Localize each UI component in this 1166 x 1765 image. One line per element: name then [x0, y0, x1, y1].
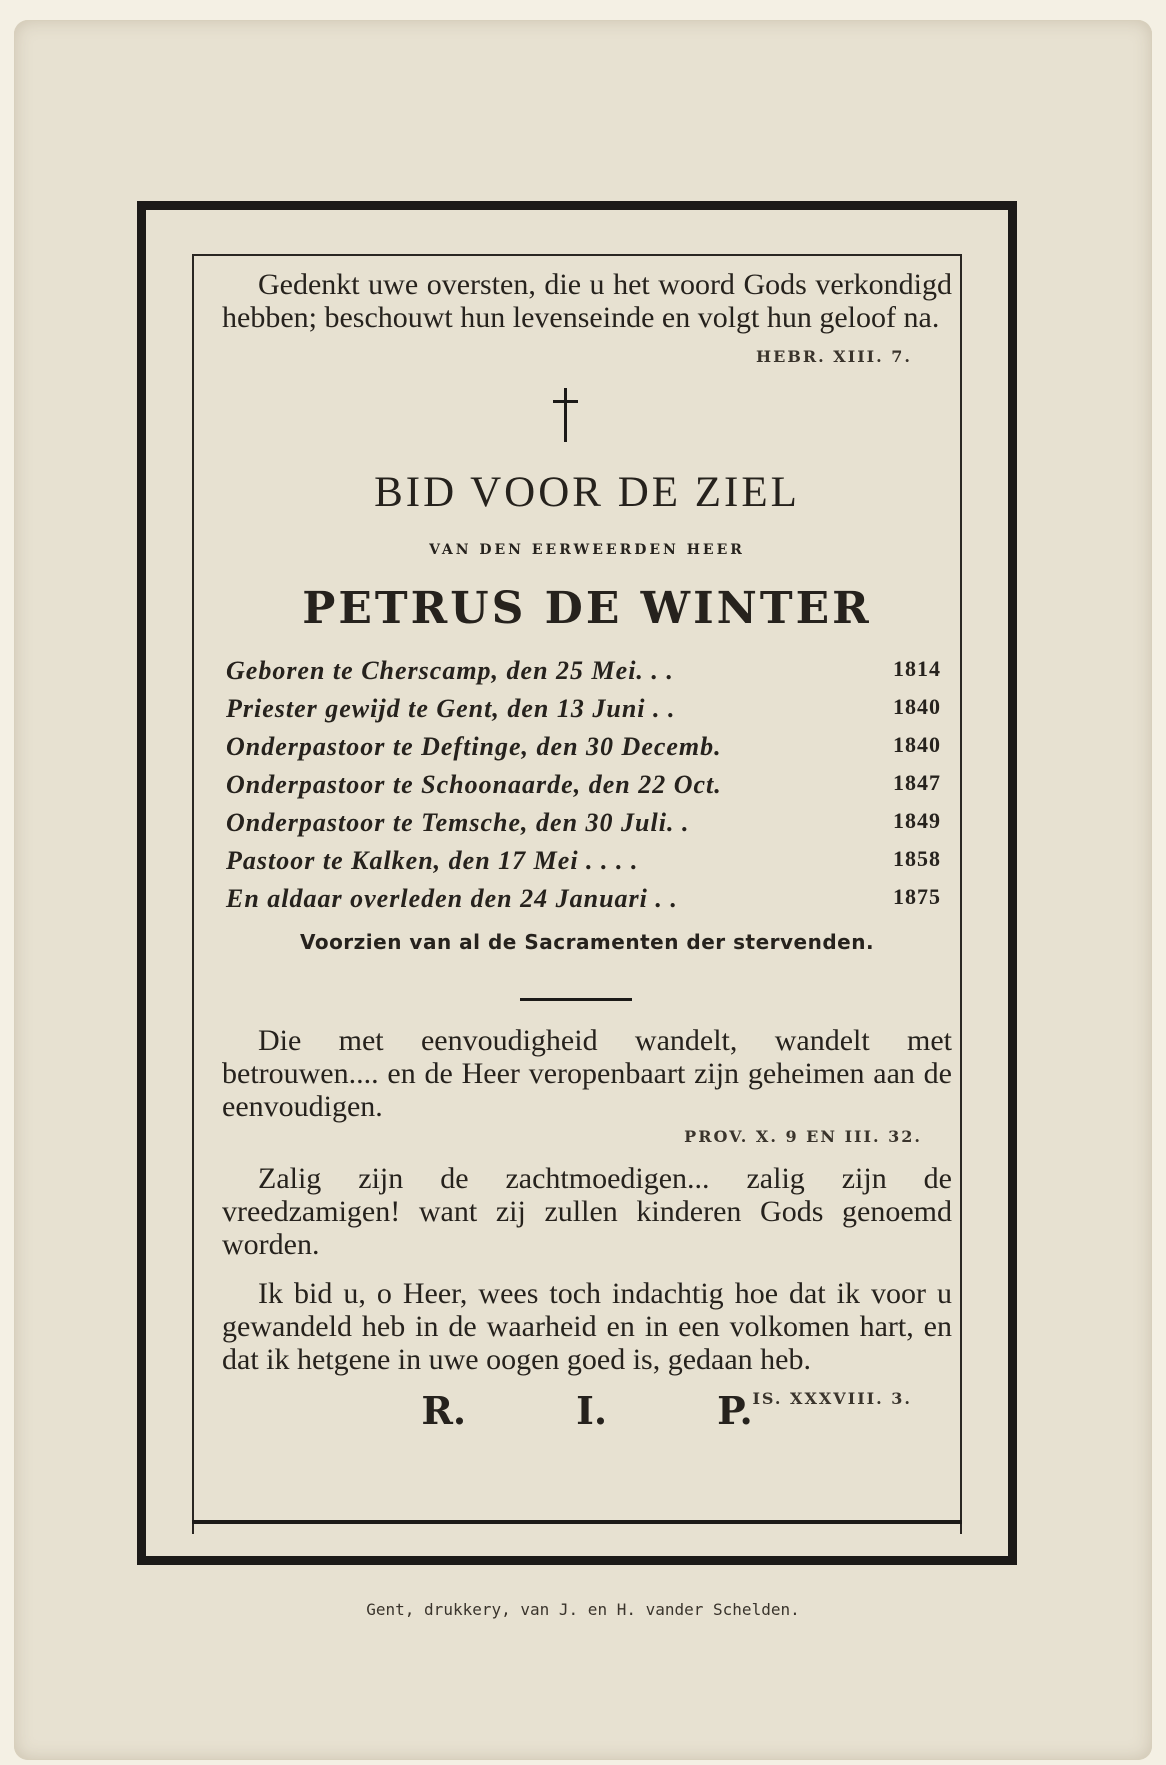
divider	[520, 998, 632, 1001]
biography-year: 1840	[893, 694, 941, 719]
biography-year: 1875	[893, 884, 941, 909]
subheading: VAN DEN EERWEERDEN HEER	[429, 542, 745, 558]
cross-icon	[564, 388, 567, 442]
epigraph-ref: HEBR. XIII. 7.	[756, 347, 912, 366]
rip-letter: P.	[717, 1388, 753, 1433]
sacraments-line: Voorzien van al de Sacramenten der stervenden.	[299, 930, 875, 954]
verse-text-with-ref	[222, 1277, 952, 1408]
card-content	[222, 268, 952, 1433]
biography-row	[226, 846, 941, 884]
inner-border-bottom	[192, 1520, 962, 1524]
biography-row	[226, 656, 941, 694]
biography-row	[226, 770, 941, 808]
biography-year: 1849	[893, 808, 941, 833]
deceased-name: PETRUS DE WINTER	[302, 583, 872, 634]
rip	[222, 1388, 952, 1433]
biography-event: En aldaar overleden den 24 Januari . .	[226, 884, 678, 913]
verses	[222, 1024, 952, 1415]
biography-year: 1847	[893, 770, 941, 795]
verse-ref: IS. XXXVIII. 3.	[752, 1389, 912, 1408]
biography-event: Onderpastoor te Schoonaarde, den 22 Oct.	[226, 770, 722, 799]
biography-year: 1814	[893, 656, 941, 681]
rip-letter: R.	[421, 1388, 467, 1433]
verse-2	[222, 1162, 952, 1261]
biography-list	[226, 656, 941, 922]
verse-ref: PROV. X. 9 EN III. 32.	[684, 1127, 922, 1146]
epigraph	[222, 268, 952, 366]
verse-text: Zalig zijn de zachtmoedigen... zalig zijn de vreedzamigen! want zij zullen kinderen Gods genoemd worden.	[222, 1162, 952, 1261]
biography-event: Onderpastoor te Deftinge, den 30 Decemb.	[226, 732, 722, 761]
biography-event: Geboren te Cherscamp, den 25 Mei. . .	[226, 656, 674, 685]
biography-row	[226, 694, 941, 732]
rip-letter: I.	[576, 1388, 608, 1433]
verse-1	[222, 1024, 952, 1146]
heading: BID VOOR DE ZIEL	[374, 469, 800, 516]
biography-row	[226, 808, 941, 846]
biography-event: Onderpastoor te Temsche, den 30 Juli. .	[226, 808, 690, 837]
biography-row	[226, 884, 941, 922]
verse-text: Ik bid u, o Heer, wees toch indachtig hoe dat ik voor u gewandeld heb in de waarheid en in een volkomen hart, en dat ik hetgene in uwe oogen goed is, gedaan heb.	[222, 1277, 952, 1376]
biography-event: Pastoor te Kalken, den 17 Mei . . . .	[226, 846, 639, 875]
printer-imprint: Gent, drukkery, van J. en H. vander Schelden.	[366, 1600, 800, 1619]
biography-year: 1858	[893, 846, 941, 871]
verse-3	[222, 1277, 952, 1408]
epigraph-text: Gedenkt uwe oversten, die u het woord Gods verkondigd hebben; beschouwt hun levenseinde en volgt hun geloof na.	[222, 268, 952, 334]
biography-year: 1840	[893, 732, 941, 757]
biography-row	[226, 732, 941, 770]
verse-text: Die met eenvoudigheid wandelt, wandelt met betrouwen.... en de Heer veropenbaart zijn geheimen aan de eenvoudigen.	[222, 1024, 952, 1123]
biography-event: Priester gewijd te Gent, den 13 Juni . .	[226, 694, 676, 723]
